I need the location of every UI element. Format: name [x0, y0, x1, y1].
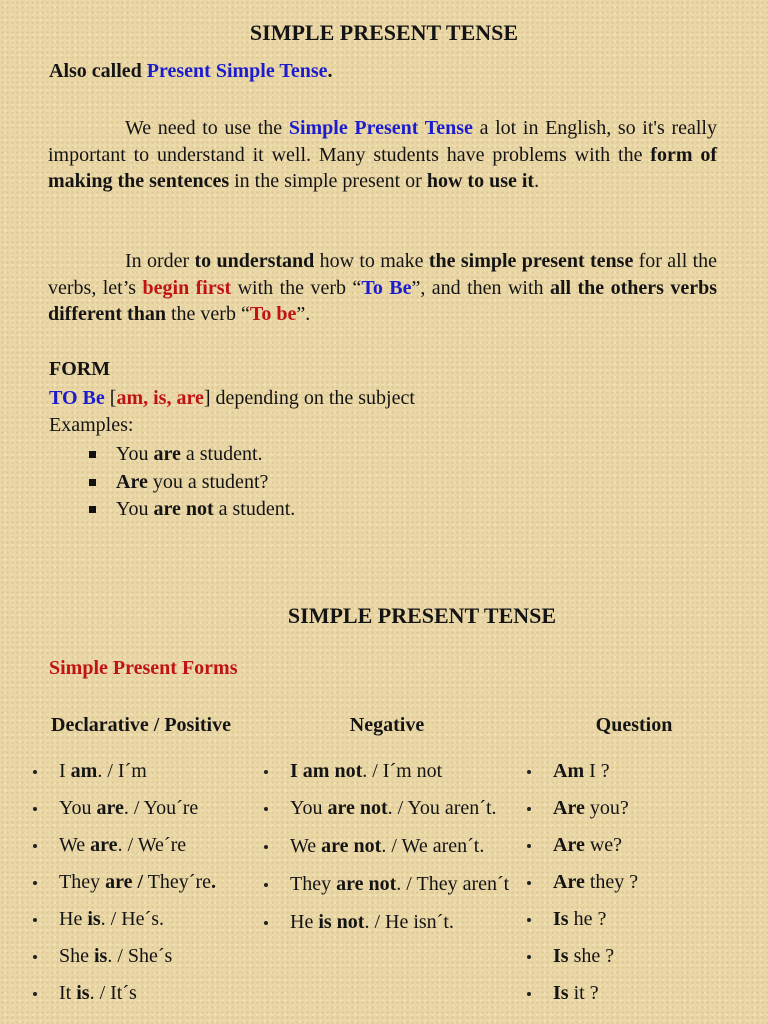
section-title: SIMPLE PRESENT TENSE — [287, 603, 557, 628]
positive-forms-list — [29, 758, 269, 1017]
positive-form-item: She is. / She´s — [29, 943, 269, 970]
column-header-question: Question — [595, 714, 673, 736]
to-be-forms-line: TO Be [am, is, are] depending on the subject — [49, 387, 415, 409]
alternate-name: Present Simple Tense — [146, 60, 328, 82]
also-called-lead: Also called — [49, 60, 147, 82]
column-header-positive: Declarative / Positive — [51, 714, 231, 736]
also-called-line — [49, 60, 333, 83]
question-form-item: Am I ? — [523, 758, 723, 785]
negative-form-item: We are not. / We aren´t. — [260, 833, 510, 860]
forms-subtitle: Simple Present Forms — [49, 657, 238, 679]
form-heading: FORM — [49, 358, 111, 380]
positive-form-item: I am. / I´m — [29, 758, 269, 785]
positive-form-item: You are. / You´re — [29, 795, 269, 822]
question-form-item: Is she ? — [523, 943, 723, 970]
negative-form-item: They are not. / They aren´t — [260, 871, 510, 898]
intro-paragraph: We need to use the Simple Present Tense a lot in English, so it's really important to understand it well. Many students have problems with the form of making the sentences in the simple present or how to use it. — [48, 117, 717, 192]
column-header-negative: Negative — [349, 714, 425, 736]
negative-forms-list — [260, 758, 510, 946]
question-form-item: Is he ? — [523, 906, 723, 933]
question-form-item: Are you? — [523, 795, 723, 822]
negative-form-item: He is not. / He isn´t. — [260, 909, 510, 936]
examples-label: Examples: — [49, 414, 134, 436]
positive-form-item: He is. / He´s. — [29, 906, 269, 933]
examples-list — [88, 441, 295, 524]
example-item: You are a student. — [88, 441, 295, 469]
negative-form-item: I am not. / I´m not — [260, 758, 510, 785]
positive-form-item: It is. / It´s — [29, 980, 269, 1007]
question-form-item: Are we? — [523, 832, 723, 859]
positive-form-item: They are / They´re. — [29, 869, 269, 896]
page-title: SIMPLE PRESENT TENSE — [249, 20, 519, 45]
example-item: Are you a student? — [88, 469, 295, 497]
example-item: You are not a student. — [88, 496, 295, 524]
positive-form-item: We are. / We´re — [29, 832, 269, 859]
to-be-paragraph: In order to understand how to make the simple present tense for all the verbs, let’s begin first with the verb “To Be”, and then with all the others verbs different than the verb “To be”. — [48, 250, 718, 325]
question-form-item: Is it ? — [523, 980, 723, 1007]
question-forms-list — [523, 758, 723, 1017]
question-form-item: Are they ? — [523, 869, 723, 896]
also-called-end: . — [327, 60, 333, 82]
negative-form-item: You are not. / You aren´t. — [260, 795, 510, 822]
